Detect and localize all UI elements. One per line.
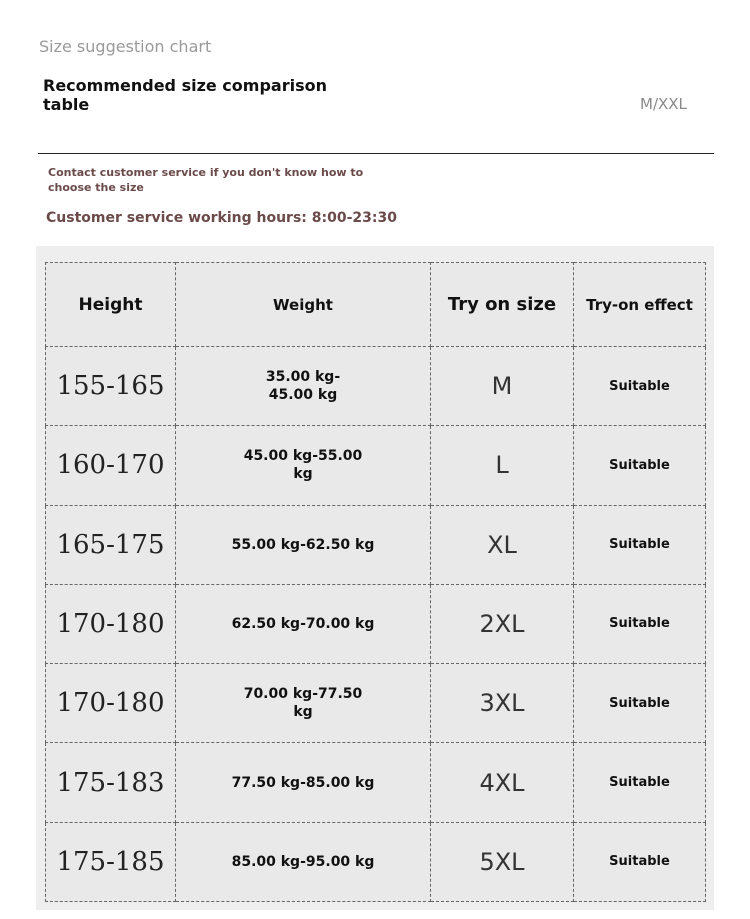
- weight-cell: [176, 822, 431, 901]
- weight-value: 70.00 kg-77.50 kg: [243, 686, 363, 721]
- weight-cell: [176, 584, 431, 663]
- column-header-size: Try on size: [431, 263, 574, 347]
- chart-subtitle: Size suggestion chart: [39, 37, 212, 56]
- effect-cell: Suitable: [574, 743, 706, 822]
- size-table: [45, 262, 706, 902]
- height-cell: 175-185: [46, 822, 176, 901]
- column-header-effect: Try-on effect: [574, 263, 706, 347]
- size-cell: XL: [431, 505, 574, 584]
- table-row: [46, 743, 706, 822]
- height-cell: 160-170: [46, 426, 176, 505]
- size-cell: 5XL: [431, 822, 574, 901]
- height-cell: 165-175: [46, 505, 176, 584]
- effect-cell: Suitable: [574, 822, 706, 901]
- table-row: [46, 584, 706, 663]
- weight-value: 45.00 kg-55.00 kg: [243, 448, 363, 483]
- effect-cell: Suitable: [574, 347, 706, 426]
- effect-cell: Suitable: [574, 505, 706, 584]
- height-cell: 170-180: [46, 664, 176, 743]
- size-cell: 4XL: [431, 743, 574, 822]
- weight-cell: [176, 505, 431, 584]
- page-title: Recommended size comparison table: [43, 76, 327, 114]
- working-hours: Customer service working hours: 8:00-23:30: [46, 210, 397, 226]
- weight-cell: [176, 664, 431, 743]
- header-divider: [38, 153, 714, 154]
- size-range-label: M/XXL: [640, 95, 687, 113]
- size-cell: M: [431, 347, 574, 426]
- size-table-panel: [36, 246, 714, 910]
- weight-value: 55.00 kg-62.50 kg: [231, 536, 375, 553]
- effect-cell: Suitable: [574, 426, 706, 505]
- height-cell: 155-165: [46, 347, 176, 426]
- size-cell: 2XL: [431, 584, 574, 663]
- table-row: [46, 505, 706, 584]
- table-row: [46, 426, 706, 505]
- size-cell: L: [431, 426, 574, 505]
- table-row: [46, 664, 706, 743]
- weight-cell: [176, 426, 431, 505]
- table-header-row: [46, 263, 706, 347]
- weight-value: 85.00 kg-95.00 kg: [231, 853, 375, 870]
- weight-value: 35.00 kg-45.00 kg: [265, 369, 341, 404]
- size-cell: 3XL: [431, 664, 574, 743]
- effect-cell: Suitable: [574, 664, 706, 743]
- weight-cell: [176, 743, 431, 822]
- contact-note: Contact customer service if you don't know how to choose the size: [48, 166, 364, 194]
- effect-cell: Suitable: [574, 584, 706, 663]
- table-row: [46, 347, 706, 426]
- column-header-weight: Weight: [176, 263, 431, 347]
- weight-value: 77.50 kg-85.00 kg: [231, 774, 375, 791]
- weight-cell: [176, 347, 431, 426]
- column-header-height: Height: [46, 263, 176, 347]
- height-cell: 175-183: [46, 743, 176, 822]
- table-row: [46, 822, 706, 901]
- weight-value: 62.50 kg-70.00 kg: [231, 615, 375, 632]
- height-cell: 170-180: [46, 584, 176, 663]
